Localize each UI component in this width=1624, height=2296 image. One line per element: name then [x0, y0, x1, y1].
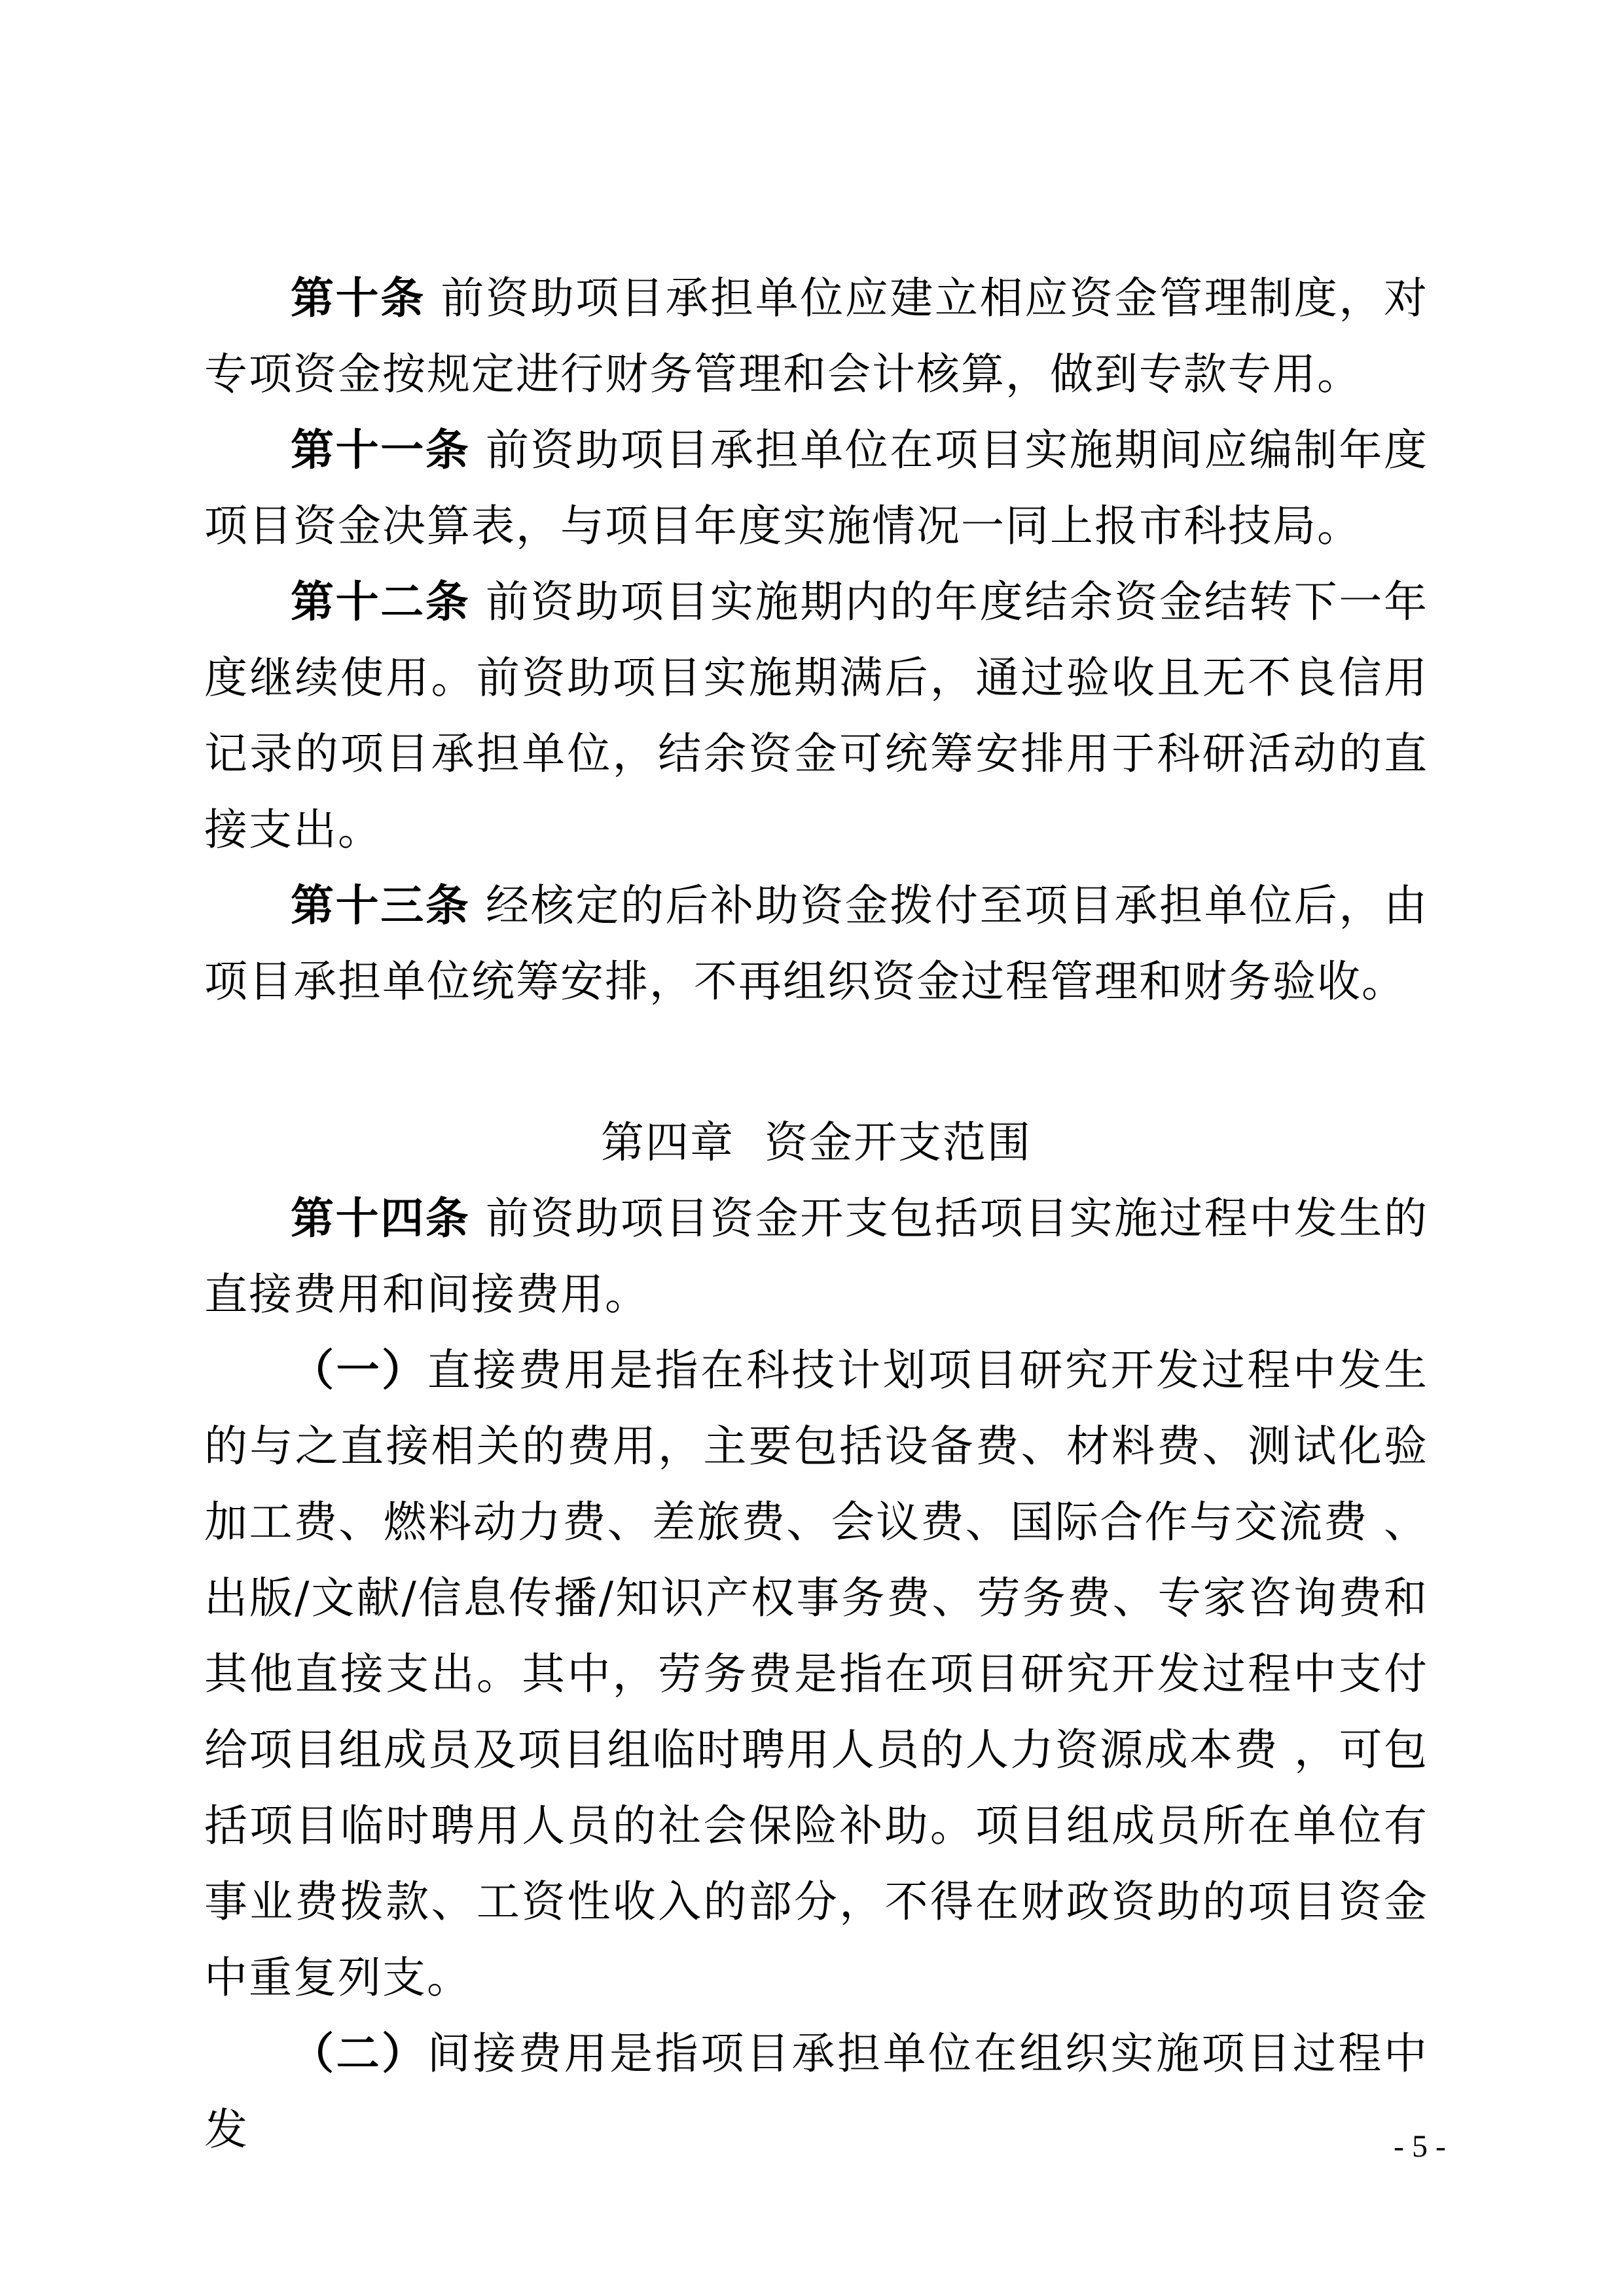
- article-14: [204, 1181, 1428, 1333]
- article-12: [204, 564, 1428, 868]
- article-text: 前资助项目承担单位在项目实施期间应编制年度项目资金决算表，与项目年度实施情况一同上报市科技局。: [204, 425, 1429, 551]
- article-text: 前资助项目实施期内的年度结余资金结转下一年度继续使用。前资助项目实施期满后，通过验收且无不良信用记录的项目承担单位，结余资金可统筹安排用于科研活动的直接支出。: [204, 577, 1429, 855]
- article-13: [204, 868, 1428, 1020]
- article-number: 第十条: [291, 273, 425, 323]
- article-text: 前资助项目承担单位应建立相应资金管理制度，对专项资金按规定进行财务管理和会计核算，做到专款专用。: [204, 273, 1429, 399]
- article-number: 第十三条: [291, 880, 471, 931]
- article-11: [204, 412, 1428, 564]
- item-indirect-costs: [204, 2016, 1428, 2168]
- item-direct-costs: [204, 1333, 1428, 2016]
- item-number: （二）: [291, 2028, 427, 2079]
- article-number: 第十二条: [291, 577, 471, 627]
- article-text: 前资助项目资金开支包括项目实施过程中发生的直接费用和间接费用。: [204, 1193, 1429, 1319]
- item-text: 间接费用是指项目承担单位在组织实施项目过程中发: [204, 2028, 1428, 2155]
- page-content: [204, 260, 1428, 2168]
- page-number: - 5 -: [1394, 2129, 1446, 2164]
- item-number: （一）: [291, 1345, 427, 1395]
- article-number: 第十一条: [291, 425, 471, 475]
- article-10: [204, 260, 1428, 412]
- article-text: 经核定的后补助资金拨付至项目承担单位后，由项目承担单位统筹安排，不再组织资金过程管理和财务验收。: [204, 880, 1429, 1007]
- chapter-title: 第四章 资金开支范围: [601, 1117, 1032, 1168]
- item-text: 直接费用是指在科技计划项目研究开发过程中发生的与之直接相关的费用，主要包括设备费、材料费、测试化验加工费、燃料动力费、差旅费、会议费、国际合作与交流费 、出版/文献/信息传播/知识产权事务费、劳务费、专家咨询费和其他直接支出。其中，劳务费是指在项目研究开发过程中支付给项目组成员及项目组临时聘用人员的人力资源成本费 ，可包括项目临时聘用人员的社会保险补助。项目组成员所在单位有事业费拨款、工资性收入的部分，不得在财政资助的项目资金中重复列支。: [204, 1345, 1428, 2003]
- article-number: 第十四条: [291, 1193, 471, 1244]
